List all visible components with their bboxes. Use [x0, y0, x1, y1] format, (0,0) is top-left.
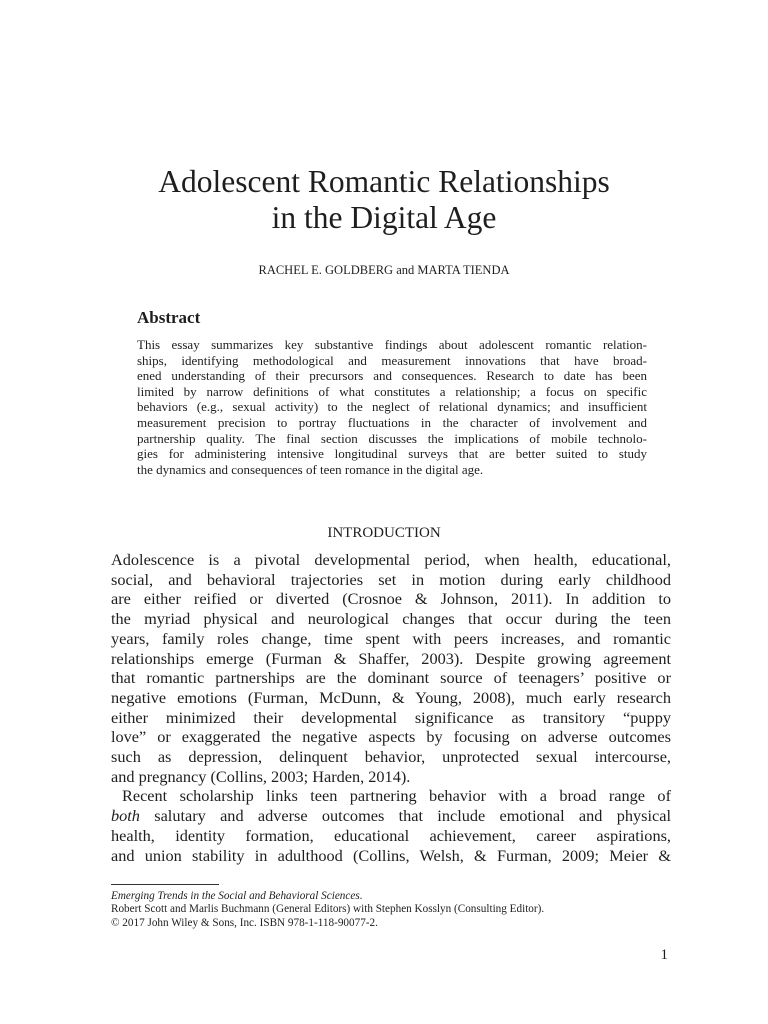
abstract-line: behaviors (e.g., sexual activity) to the neglect of relational dynamics; and insufficient: [137, 399, 647, 415]
abstract-line: partnership quality. The final section discusses the implications of mobile technolo-: [137, 430, 647, 446]
body-line: such as depression, delinquent behavior, unprotected sexual intercourse,: [111, 747, 671, 767]
abstract-line: measurement precision to portray fluctuations in the character of involvement and: [137, 414, 647, 430]
abstract-line: gies for administering intensive longitudinal surveys that are better suited to study: [137, 446, 647, 462]
footnote: [111, 890, 671, 930]
body-line: social, and behavioral trajectories set in motion during early childhood: [111, 569, 671, 589]
abstract-line: the dynamics and consequences of teen romance in the digital age.: [137, 461, 484, 477]
body-line: are either reified or diverted (Crosnoe & Johnson, 2011). In addition to: [111, 589, 671, 609]
body-line: [111, 806, 671, 826]
body-line: and union stability in adulthood (Collins, Welsh, & Furman, 2009; Meier &: [111, 845, 671, 865]
body-line: the myriad physical and neurological changes that occur during the teen: [111, 609, 671, 629]
body-line: negative emotions (Furman, McDunn, & Young, 2008), much early research: [111, 687, 671, 707]
series-title: Emerging Trends in the Social and Behavioral Sciences: [111, 890, 360, 902]
footnote-copyright: © 2017 John Wiley & Sons, Inc. ISBN 978-1-118-90077-2.: [111, 916, 378, 929]
body-line-text: salutary and adverse outcomes that include emotional and physical: [139, 806, 671, 826]
footnote-rule: [111, 884, 219, 885]
body-line: Adolescence is a pivotal developmental period, when health, educational,: [111, 550, 671, 569]
article-title: [80, 164, 688, 236]
footnote-series-line: [111, 890, 671, 903]
abstract-line: This essay summarizes key substantive findings about adolescent romantic relation-: [137, 337, 647, 352]
italic-emphasis: both: [111, 806, 140, 826]
body-line: that romantic partnerships are the dominant source of teenagers’ positive or: [111, 668, 671, 688]
author-list: RACHEL E. GOLDBERG and MARTA TIENDA: [258, 263, 510, 277]
body-line: love” or exaggerated the negative aspects by focusing on adverse outcomes: [111, 727, 671, 747]
page-number: 1: [660, 947, 668, 963]
introduction-heading: INTRODUCTION: [327, 525, 441, 541]
abstract-line: ships, identifying methodological and measurement innovations that have broad-: [137, 352, 647, 368]
body-line: health, identity formation, educational achievement, career aspirations,: [111, 825, 671, 845]
abstract-line: ened understanding of their precursors and consequences. Research to date has been: [137, 368, 647, 384]
abstract-line: limited by narrow definitions of what constitutes a relationship; a focus on specific: [137, 383, 647, 399]
series-period: .: [359, 890, 363, 902]
title-line-1: Adolescent Romantic Relationships: [158, 164, 610, 199]
body-line: Recent scholarship links teen partnering behavior with a broad range of: [122, 786, 671, 806]
abstract-heading: Abstract: [137, 308, 201, 327]
body-line: either minimized their developmental significance as transitory “puppy: [111, 707, 671, 727]
footnote-editors: Robert Scott and Marlis Buchmann (General Editors) with Stephen Kosslyn (Consulting Editor).: [111, 903, 545, 916]
introduction-body: [111, 550, 671, 865]
body-line: and pregnancy (Collins, 2003; Harden, 2014).: [111, 766, 411, 786]
body-line: years, family roles change, time spent with peers increases, and romantic: [111, 628, 671, 648]
body-line: relationships emerge (Furman & Shaffer, 2003). Despite growing agreement: [111, 648, 671, 668]
title-line-2: in the Digital Age: [271, 200, 497, 235]
abstract-body: [137, 337, 647, 477]
